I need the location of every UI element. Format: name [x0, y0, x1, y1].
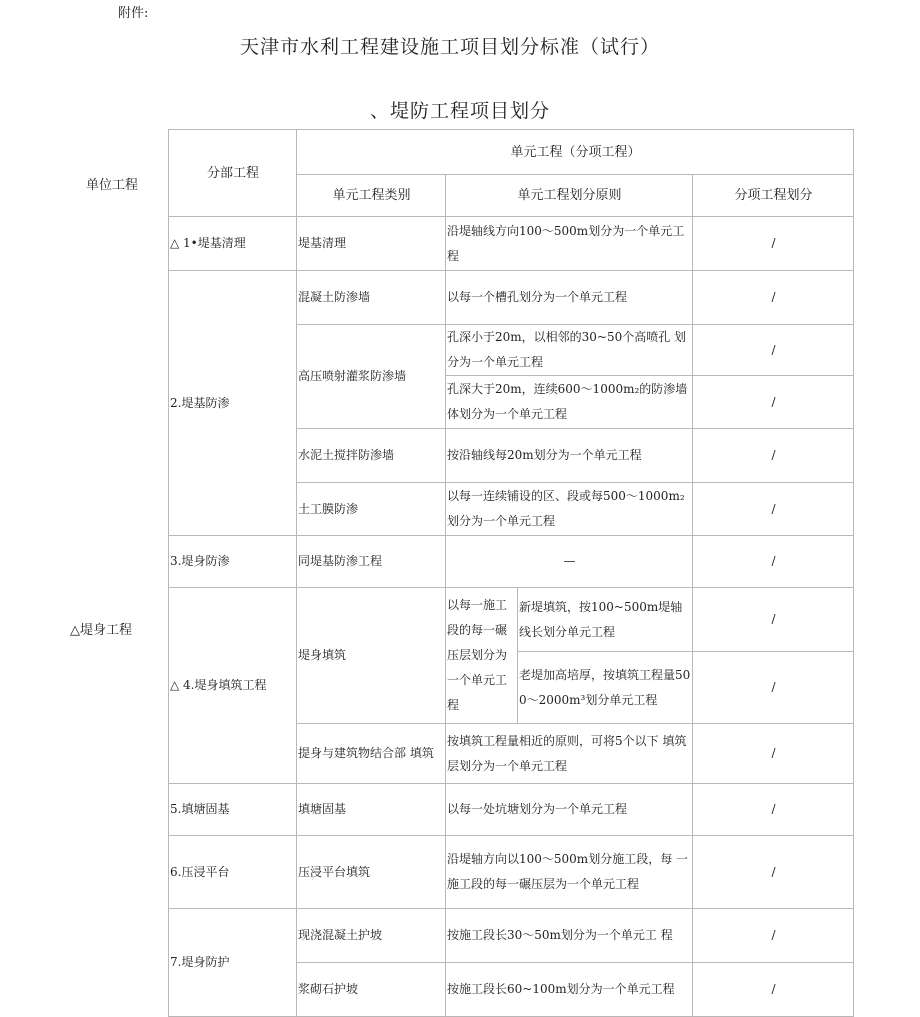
- element-type-cell: 水泥土搅拌防渗墙: [297, 429, 446, 483]
- principle-cell: 孔深大于20m，连续600〜1000m₂的防渗墙体划分为一个单元工程: [446, 376, 693, 429]
- item-cell: /: [693, 652, 854, 724]
- section-title: 、堤防工程项目划分: [369, 100, 550, 122]
- project-division-table: [168, 129, 854, 1017]
- principle-cell: 沿堤轴方向以100〜500m划分施工段，每 一施工段的每一碾压层为一个单元工程: [446, 836, 693, 909]
- element-type-cell: 填塘固基: [297, 784, 446, 836]
- item-cell: /: [693, 271, 854, 325]
- element-type-cell: 浆砌石护坡: [297, 963, 446, 1017]
- element-type-cell: 高压喷射灌浆防渗墙: [297, 325, 446, 429]
- table-row: [169, 217, 854, 271]
- element-type-cell: 堤基清理: [297, 217, 446, 271]
- table-row: [169, 536, 854, 588]
- item-cell: /: [693, 325, 854, 376]
- division-cell: 7.堤身防护: [169, 909, 297, 1017]
- division-cell: 3.堤身防渗: [169, 536, 297, 588]
- principle-cell: 按施工段长60~100m划分为一个单元工程: [446, 963, 693, 1017]
- item-cell: /: [693, 217, 854, 271]
- division-cell: △ 4.堤身填筑工程: [169, 588, 297, 784]
- division-cell: 5.填塘固基: [169, 784, 297, 836]
- principle-cell: 沿堤轴线方向100〜500m划分为一个单元工程: [446, 217, 693, 271]
- header-element-group: 单元工程（分项工程）: [297, 130, 854, 175]
- element-type-cell: 混凝土防渗墙: [297, 271, 446, 325]
- header-item-division: 分项工程划分: [693, 175, 854, 217]
- item-cell: /: [693, 724, 854, 784]
- table-row: [169, 271, 854, 325]
- header-division: 分部工程: [169, 130, 297, 217]
- principle-cell: 按填筑工程量相近的原则，可将5个以下 填筑层划分为一个单元工程: [446, 724, 693, 784]
- item-cell: /: [693, 588, 854, 652]
- element-type-cell: 现浇混凝土护坡: [297, 909, 446, 963]
- principle-cell: 按施工段长30〜50m划分为一个单元工 程: [446, 909, 693, 963]
- element-type-cell: 提身与建筑物结合部 填筑: [297, 724, 446, 784]
- item-cell: /: [693, 536, 854, 588]
- principle-cell: —: [446, 536, 693, 588]
- item-cell: /: [693, 836, 854, 909]
- table-row: [169, 909, 854, 963]
- principle-cell: 新堤填筑，按100~500m堤轴线长划分单元工程: [518, 588, 693, 652]
- division-cell: 2.堤基防渗: [169, 271, 297, 536]
- principle-cell: 老堤加高培厚，按填筑工程量500〜2000m³划分单元工程: [518, 652, 693, 724]
- division-cell: 6.压浸平台: [169, 836, 297, 909]
- table-row: [169, 588, 854, 652]
- construction-section-cell: 以每一施工段的每一碾压层划分为一个单元工程: [446, 588, 518, 724]
- division-cell: △ 1•堤基清理: [169, 217, 297, 271]
- element-type-cell: 土工膜防渗: [297, 483, 446, 536]
- document-title: 天津市水利工程建设施工项目划分标准（试行）: [239, 36, 660, 58]
- item-cell: /: [693, 483, 854, 536]
- item-cell: /: [693, 784, 854, 836]
- item-cell: /: [693, 376, 854, 429]
- unit-project-header: 单位工程: [86, 178, 139, 193]
- item-cell: /: [693, 429, 854, 483]
- principle-cell: 以每一个槽孔划分为一个单元工程: [446, 271, 693, 325]
- header-element-type: 单元工程类别: [297, 175, 446, 217]
- principle-cell: 以每一连续铺设的区、段或每500〜1000m₂划分为一个单元工程: [446, 483, 693, 536]
- table-row: [169, 784, 854, 836]
- element-type-cell: 压浸平台填筑: [297, 836, 446, 909]
- attachment-label: 附件:: [118, 6, 149, 21]
- dike-project-label: △堤身工程: [70, 623, 132, 638]
- principle-cell: 按沿轴线每20m划分为一个单元工程: [446, 429, 693, 483]
- principle-cell: 孔深小于20m，以相邻的30~50个高喷孔 划分为一个单元工程: [446, 325, 693, 376]
- item-cell: /: [693, 963, 854, 1017]
- header-element-principle: 单元工程划分原则: [446, 175, 693, 217]
- element-type-cell: 同堤基防渗工程: [297, 536, 446, 588]
- item-cell: /: [693, 909, 854, 963]
- table-row: [169, 836, 854, 909]
- principle-cell: 以每一处坑塘划分为一个单元工程: [446, 784, 693, 836]
- element-type-cell: 堤身填筑: [297, 588, 446, 724]
